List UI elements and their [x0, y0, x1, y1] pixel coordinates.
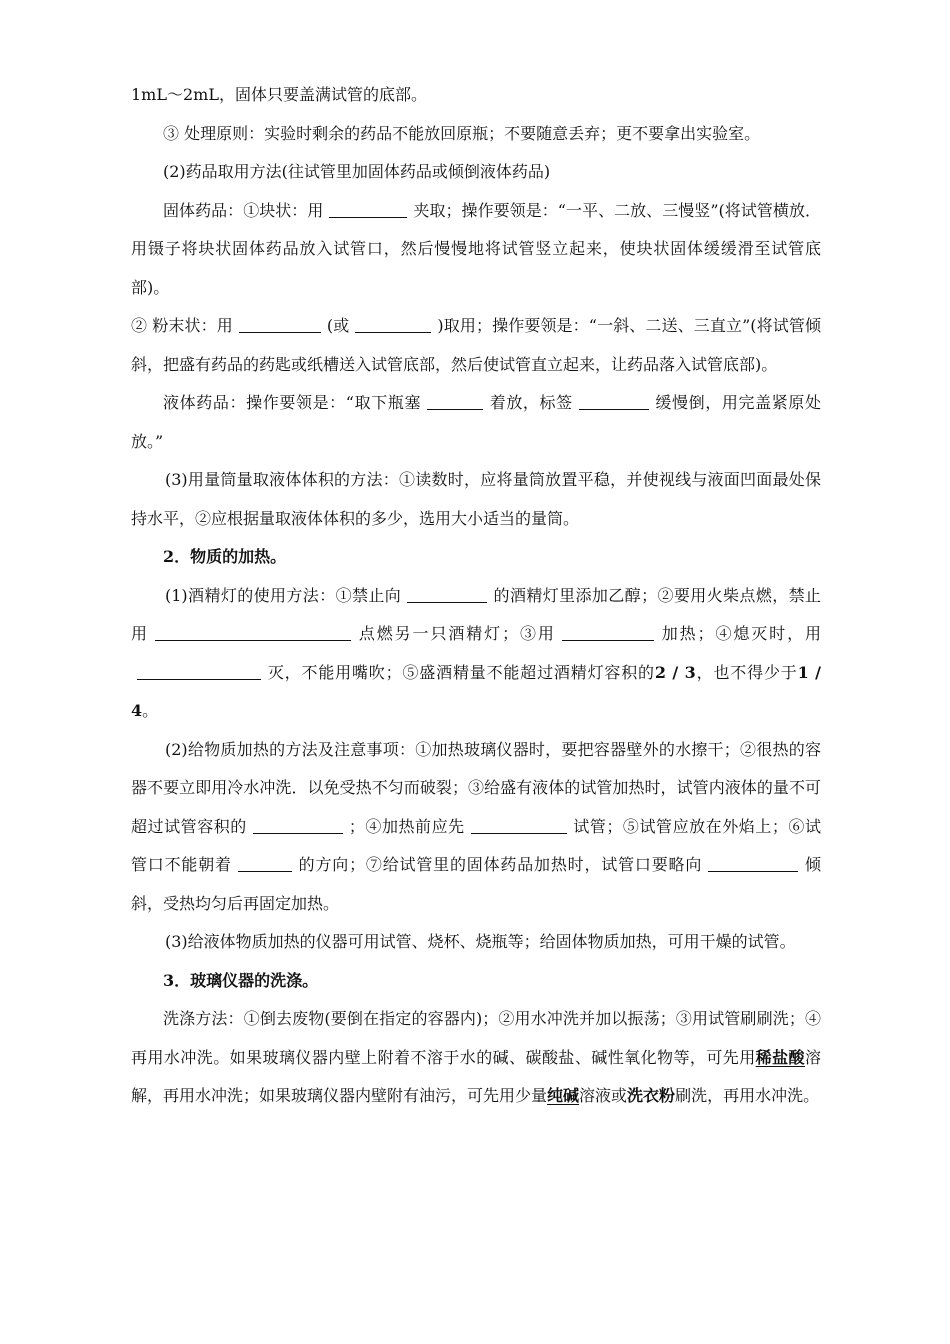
fill-blank: [355, 316, 431, 333]
fill-blank: [253, 817, 343, 834]
fill-blank: [427, 393, 483, 410]
section-heading-washing: 3．玻璃仪器的洗涤。: [163, 970, 319, 990]
fill-blank: [562, 624, 654, 641]
fill-blank: [708, 855, 798, 872]
answer-dilute-hydrochloric-acid: 稀盐酸: [755, 1047, 805, 1067]
fill-blank: [329, 201, 407, 218]
fill-blank: [407, 586, 487, 603]
section-heading-heating: 2．物质的加热。: [163, 547, 287, 566]
paragraph-washing-method: 洗涤方法：①倒去废物(要倒在指定的容器内)；②用水冲洗并加以振荡；③用试管刷刷洗；④再用水冲洗。如果玻璃仪器内壁上附着不溶于水的碱、碳酸盐、碱性氧化物等，可先用稀盐酸溶解，再用水冲洗；如果玻璃仪器内壁附有油污，可先用少量纯碱溶液或洗衣粉刷洗，再用水冲洗。: [131, 1009, 821, 1105]
paragraph-drug-method-heading: (2)药品取用方法(往试管里加固体药品或倾倒液体药品): [163, 162, 551, 181]
fill-blank: [579, 393, 649, 410]
fill-blank: [238, 855, 292, 872]
fill-blank: [155, 624, 351, 641]
paragraph-alcohol-lamp: (1)酒精灯的使用方法：①禁止向 的酒精灯里添加乙醇；②要用火柴点燃，禁止用 点燃另一只酒精灯；③用 加热；④熄灭时，用灭，不能用嘴吹；⑤盛酒精量不能超过酒精灯容积的2 / 3，也不得少于1 / 4。: [131, 585, 822, 720]
document-body: [131, 76, 821, 1116]
fill-blank: [239, 316, 321, 333]
paragraph-graduated-cylinder: (3)用量筒量取液体体积的方法：①读数时，应将量筒放置平稳，并使视线与液面凹面最处保持水平，②应根据量取液体体积的多少，选用大小适当的量筒。: [131, 470, 821, 528]
paragraph-heating-methods: (2)给物质加热的方法及注意事项：①加热玻璃仪器时，要把容器壁外的水擦干；②很热的容器不要立即用冷水冲洗．以免受热不匀而破裂；③给盛有液体的试管加热时，试管内液体的量不可超过试管容积的 ；④加热前应先 试管；⑤试管应放在外焰上；⑥试管口不能朝着 的方向；⑦给试管里的固体药品加热时，试管口要略向 倾斜，受热均匀后再固定加热。: [131, 739, 821, 913]
answer-washing-powder: 洗衣粉: [627, 1086, 676, 1105]
answer-soda-ash: 纯碱: [547, 1086, 580, 1105]
fill-blank: [471, 817, 567, 834]
paragraph-solid-drugs: 固体药品：①块状：用 夹取；操作要领是：“一平、二放、三慢竖”(将试管横放．用镊子将块状固体药品放入试管口，然后慢慢地将试管竖立起来，使块状固体缓缓滑至试管底部)。: [131, 200, 821, 297]
fill-blank: [137, 663, 261, 680]
paragraph-amount-rule: 1mL～2mL，固体只要盖满试管的底部。: [131, 85, 427, 104]
paragraph-liquid-drugs: 液体药品：操作要领是：“取下瓶塞 着放，标签 缓慢倒，用完盖紧原处放。”: [131, 393, 821, 451]
paragraph-heating-instruments: (3)给液体物质加热的仪器可用试管、烧杯、烧瓶等；给固体物质加热，可用干燥的试管。: [165, 932, 796, 951]
paragraph-powder-drugs: ② 粉末状：用 (或 )取用；操作要领是：“一斜、二送、三直立”(将试管倾斜，把盛有药品的药匙或纸槽送入试管底部，然后使试管直立起来，让药品落入试管底部)。: [131, 316, 821, 374]
paragraph-disposal-principle: ③ 处理原则：实验时剩余的药品不能放回原瓶；不要随意丢弃；更不要拿出实验室。: [163, 123, 761, 143]
